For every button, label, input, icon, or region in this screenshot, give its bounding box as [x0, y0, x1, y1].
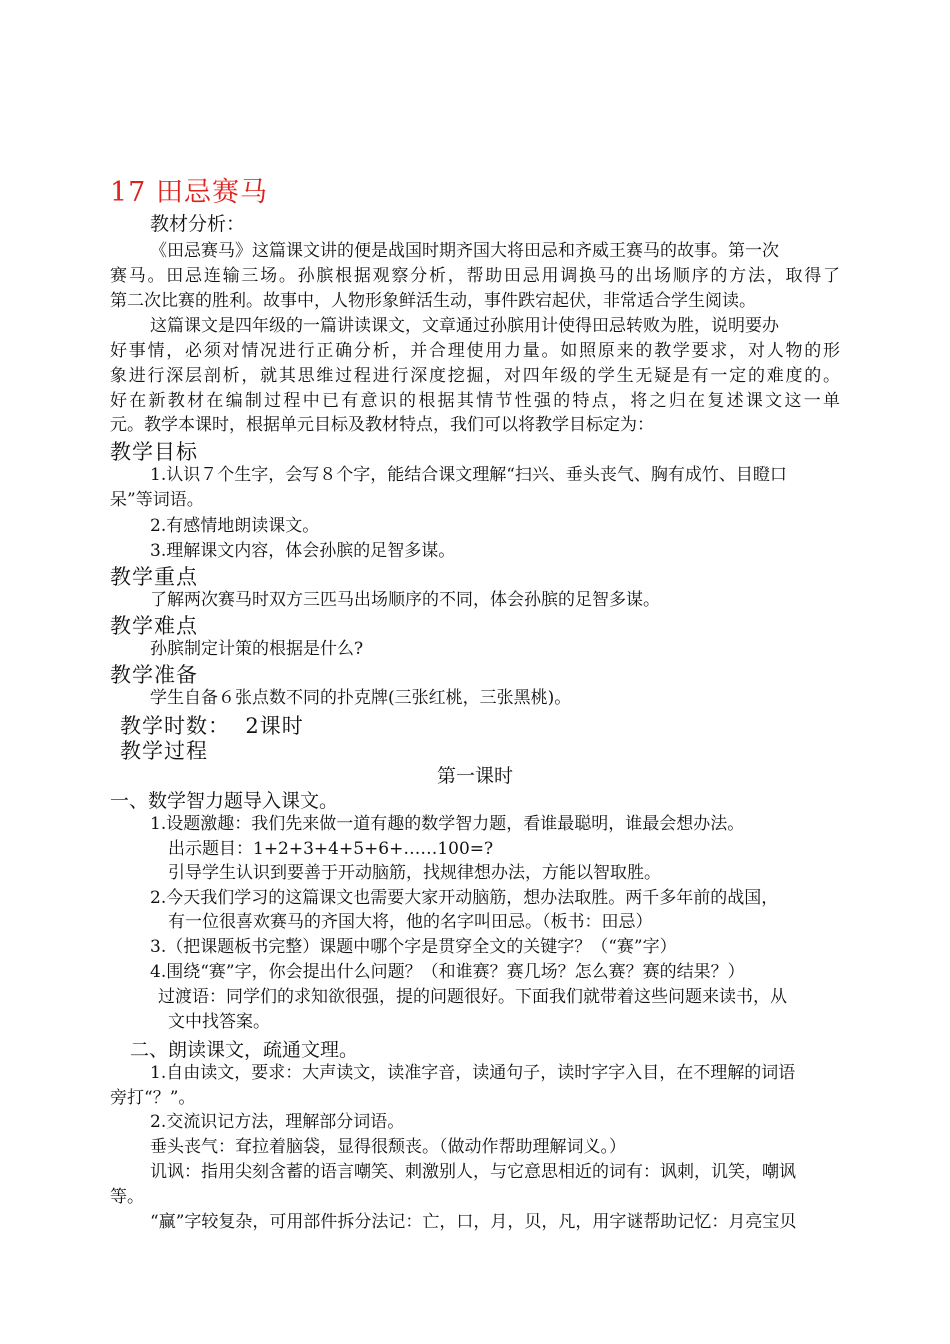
section1-item: 引导学生认识到要善于开动脑筋，找规律想办法，方能以智取胜。: [168, 863, 661, 883]
section1-item: 有一位很喜欢赛马的齐国大将，他的名字叫田忌。（板书：田忌）: [168, 912, 653, 932]
analysis-p1-line: 《田忌赛马》这篇课文讲的便是战国时期齐国大将田忌和齐威王赛马的故事。第一次: [150, 241, 779, 261]
analysis-p2-line: 象进行深层剖析，就其思维过程进行深度挖掘，对四年级的学生无疑是有一定的难度的。: [110, 366, 840, 386]
analysis-p2-line: 好事情，必须对情况进行正确分析，并合理使用力量。如照原来的教学要求，对人物的形: [110, 341, 840, 361]
section2-term: “赢”字较复杂，可用部件拆分法记：亡，口，月，贝，凡，用字谜帮助记忆：月亮宝贝: [150, 1212, 797, 1232]
prep-text: 学生自备６张点数不同的扑克牌(三张红桃，三张黑桃)。: [150, 688, 572, 708]
analysis-heading: 教材分析：: [150, 213, 246, 235]
section2-term: 讥讽：指用尖刻含蓄的语言嘲笑、刺激别人，与它意思相近的词有：讽刺，讥笑，嘲讽: [150, 1162, 796, 1182]
analysis-p2-line: 元。教学本课时，根据单元目标及教材特点，我们可以将教学目标定为：: [110, 415, 654, 435]
section2-item: 2.交流识记方法，理解部分词语。: [150, 1112, 405, 1132]
process-heading: 教学过程: [120, 739, 208, 763]
section1-item: 4.围绕“赛”字，你会提出什么问题？（和谁赛？赛几场？怎么赛？赛的结果？）: [150, 962, 745, 982]
section1-transition: 过渡语：同学们的求知欲很强，提的问题很好。下面我们就带着这些问题来读书，从: [158, 987, 787, 1007]
section1-item: 出示题目：1+2+3+4+5+6+……100=?: [168, 839, 494, 859]
lesson-subtitle: 第一课时: [436, 765, 513, 787]
section1-item: 1.设题激趣：我们先来做一道有趣的数学智力题，看谁最聪明，谁最会想办法。: [150, 814, 745, 834]
hours-heading: 教学时数： 2课时: [120, 714, 304, 738]
section2-heading: 二、朗读课文，疏通文理。: [130, 1039, 359, 1061]
difficulty-heading: 教学难点: [110, 614, 198, 638]
section1-item: 3.（把课题板书完整）课题中哪个字是贯穿全文的关键字？（“赛”字）: [150, 937, 677, 957]
goal-item: 3.理解课文内容，体会孙膑的足智多谋。: [150, 541, 456, 561]
key-heading: 教学重点: [110, 565, 198, 589]
goal-item: 2.有感情地朗读课文。: [150, 516, 320, 536]
section2-item: 旁打“？”。: [110, 1088, 196, 1108]
analysis-p1-line: 赛马。田忌连输三场。孙膑根据观察分析，帮助田忌用调换马的出场顺序的方法，取得了: [110, 266, 840, 286]
lesson-title: 17 田忌赛马: [110, 177, 268, 208]
section2-term: 等。: [110, 1187, 144, 1207]
section1-transition: 文中找答案。: [168, 1012, 270, 1032]
goal-item: 1.认识７个生字，会写８个字，能结合课文理解“扫兴、垂头丧气、胸有成竹、目瞪口: [150, 465, 787, 485]
goals-heading: 教学目标: [110, 440, 198, 464]
key-text: 了解两次赛马时双方三匹马出场顺序的不同，体会孙膑的足智多谋。: [150, 590, 660, 610]
section2-term: 垂头丧气：耷拉着脑袋，显得很颓丧。（做动作帮助理解词义。）: [150, 1137, 626, 1157]
goal-item: 呆”等词语。: [110, 490, 204, 510]
section1-item: 2.今天我们学习的这篇课文也需要大家开动脑筋，想办法取胜。两千多年前的战国，: [150, 888, 779, 908]
section1-heading: 一、数学智力题导入课文。: [110, 790, 339, 812]
prep-heading: 教学准备: [110, 663, 198, 687]
analysis-p1-line: 第二次比赛的胜利。故事中，人物形象鲜活生动，事件跌宕起伏，非常适合学生阅读。: [110, 291, 756, 311]
section2-item: 1.自由读文，要求：大声读文，读准字音，读通句子，读时字字入目，在不理解的词语: [150, 1063, 796, 1083]
difficulty-text: 孙膑制定计策的根据是什么?: [150, 639, 364, 659]
analysis-p2-line: 这篇课文是四年级的一篇讲读课文，文章通过孙膑用计使得田忌转败为胜，说明要办: [150, 316, 779, 336]
analysis-p2-line: 好在新教材在编制过程中已有意识的根据其情节性强的特点，将之归在复述课文这一单: [110, 391, 840, 411]
